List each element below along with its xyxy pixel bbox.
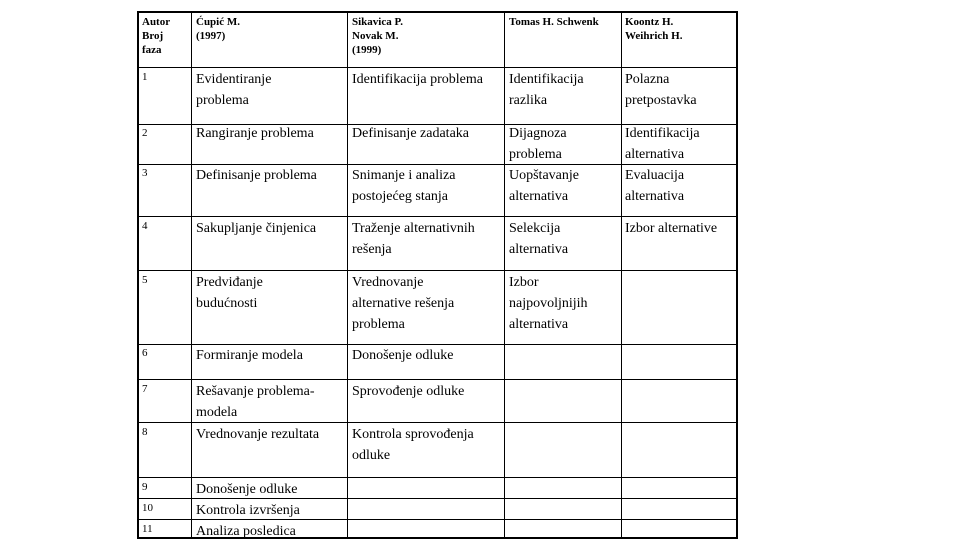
row-divider bbox=[139, 379, 736, 380]
cupic-phase bbox=[196, 381, 315, 423]
cell-line: Vrednovanje bbox=[352, 275, 424, 290]
header-schwenk bbox=[509, 15, 599, 29]
phase-number: 8 bbox=[142, 426, 148, 438]
cell-line: Polazna bbox=[625, 72, 670, 87]
koontz-phase bbox=[625, 123, 700, 165]
header-line: Autor bbox=[142, 16, 171, 28]
header-line: Novak M. bbox=[352, 30, 399, 42]
sikavica-phase: Identifikacija problema bbox=[352, 72, 483, 87]
header-line: Broj bbox=[142, 30, 164, 42]
cell-line: problema bbox=[352, 317, 405, 332]
cell-line: alternativa bbox=[509, 242, 569, 257]
cupic-phase: Rangiranje problema bbox=[196, 126, 314, 141]
sikavica-phase bbox=[352, 272, 454, 335]
header-line: Weihrich H. bbox=[625, 30, 683, 42]
cell-line: pretpostavka bbox=[625, 93, 697, 108]
header-line: Ćupić M. bbox=[196, 16, 240, 28]
phase-number: 3 bbox=[142, 167, 148, 179]
cell-line: Rešavanje problema- bbox=[196, 384, 315, 399]
cupic-phase: Vrednovanje rezultata bbox=[196, 427, 320, 442]
sikavica-phase: Donošenje odluke bbox=[352, 348, 454, 363]
cell-line: Izbor bbox=[509, 275, 539, 290]
cell-line: rešenja bbox=[352, 242, 392, 257]
phase-number: 4 bbox=[142, 220, 148, 232]
cell-line: problema bbox=[509, 147, 562, 162]
column-divider bbox=[347, 13, 348, 537]
cell-line: alternativa bbox=[509, 189, 569, 204]
column-divider bbox=[191, 13, 192, 537]
cell-line: Predviđanje bbox=[196, 275, 263, 290]
header-line: Koontz H. bbox=[625, 16, 674, 28]
cell-line: Selekcija bbox=[509, 221, 561, 236]
cell-line: Snimanje i analiza bbox=[352, 168, 456, 183]
cell-line: problema bbox=[196, 93, 249, 108]
phase-number: 10 bbox=[142, 502, 153, 514]
schwenk-phase bbox=[509, 165, 579, 207]
phase-number: 11 bbox=[142, 523, 153, 535]
cell-line: Evidentiranje bbox=[196, 72, 272, 87]
cupic-phase: Donošenje odluke bbox=[196, 482, 298, 497]
phase-number: 9 bbox=[142, 481, 148, 493]
header-line: Sikavica P. bbox=[352, 16, 403, 28]
sikavica-phase: Sprovođenje odluke bbox=[352, 384, 465, 399]
row-divider bbox=[139, 270, 736, 271]
cupic-phase bbox=[196, 69, 271, 111]
cell-line: Evaluacija bbox=[625, 168, 685, 183]
column-divider bbox=[621, 13, 622, 537]
column-divider bbox=[504, 13, 505, 537]
cell-line: postojećeg stanja bbox=[352, 189, 449, 204]
koontz-phase bbox=[625, 165, 684, 207]
cupic-phase bbox=[196, 272, 263, 314]
phase-number: 7 bbox=[142, 383, 148, 395]
schwenk-phase bbox=[509, 123, 567, 165]
cupic-phase: Definisanje problema bbox=[196, 168, 317, 183]
schwenk-phase bbox=[509, 218, 568, 260]
schwenk-phase bbox=[509, 69, 584, 111]
cell-line: alternative rešenja bbox=[352, 296, 455, 311]
cell-line: modela bbox=[196, 405, 238, 420]
cell-line: razlika bbox=[509, 93, 548, 108]
cupic-phase: Formiranje modela bbox=[196, 348, 303, 363]
cell-line: odluke bbox=[352, 448, 391, 463]
cell-line: Dijagnoza bbox=[509, 126, 567, 141]
row-divider bbox=[139, 67, 736, 68]
row-divider bbox=[139, 477, 736, 478]
sikavica-phase bbox=[352, 424, 474, 466]
phase-number: 5 bbox=[142, 274, 148, 286]
header-koontz bbox=[625, 15, 682, 43]
koontz-phase bbox=[625, 69, 697, 111]
cupic-phase: Kontrola izvršenja bbox=[196, 503, 300, 518]
cell-line: Uopštavanje bbox=[509, 168, 579, 183]
header-line: Tomas H. Schwenk bbox=[509, 16, 599, 28]
koontz-phase: Izbor alternative bbox=[625, 221, 718, 236]
schwenk-phase bbox=[509, 272, 588, 335]
cupic-phase: Analiza posledica bbox=[196, 524, 296, 539]
cell-line: Identifikacija bbox=[625, 126, 700, 141]
phase-number: 1 bbox=[142, 71, 148, 83]
cell-line: alternativa bbox=[509, 317, 569, 332]
header-line: (1997) bbox=[196, 30, 226, 42]
decision-phases-table bbox=[137, 11, 738, 539]
cell-line: alternativa bbox=[625, 189, 685, 204]
sikavica-phase: Definisanje zadataka bbox=[352, 126, 469, 141]
cupic-phase: Sakupljanje činjenica bbox=[196, 221, 317, 236]
cell-line: alternativa bbox=[625, 147, 685, 162]
header-author-phase bbox=[142, 15, 170, 57]
header-line: (1999) bbox=[352, 44, 382, 56]
phase-number: 2 bbox=[142, 127, 148, 139]
cell-line: Kontrola sprovođenja bbox=[352, 427, 474, 442]
cell-line: budućnosti bbox=[196, 296, 258, 311]
header-cupic bbox=[196, 15, 240, 43]
cell-line: Traženje alternativnih bbox=[352, 221, 475, 236]
sikavica-phase bbox=[352, 165, 455, 207]
sikavica-phase bbox=[352, 218, 475, 260]
header-sikavica bbox=[352, 15, 403, 57]
row-divider bbox=[139, 216, 736, 217]
header-line: faza bbox=[142, 44, 162, 56]
phase-number: 6 bbox=[142, 347, 148, 359]
cell-line: najpovoljnijih bbox=[509, 296, 588, 311]
cell-line: Identifikacija bbox=[509, 72, 584, 87]
